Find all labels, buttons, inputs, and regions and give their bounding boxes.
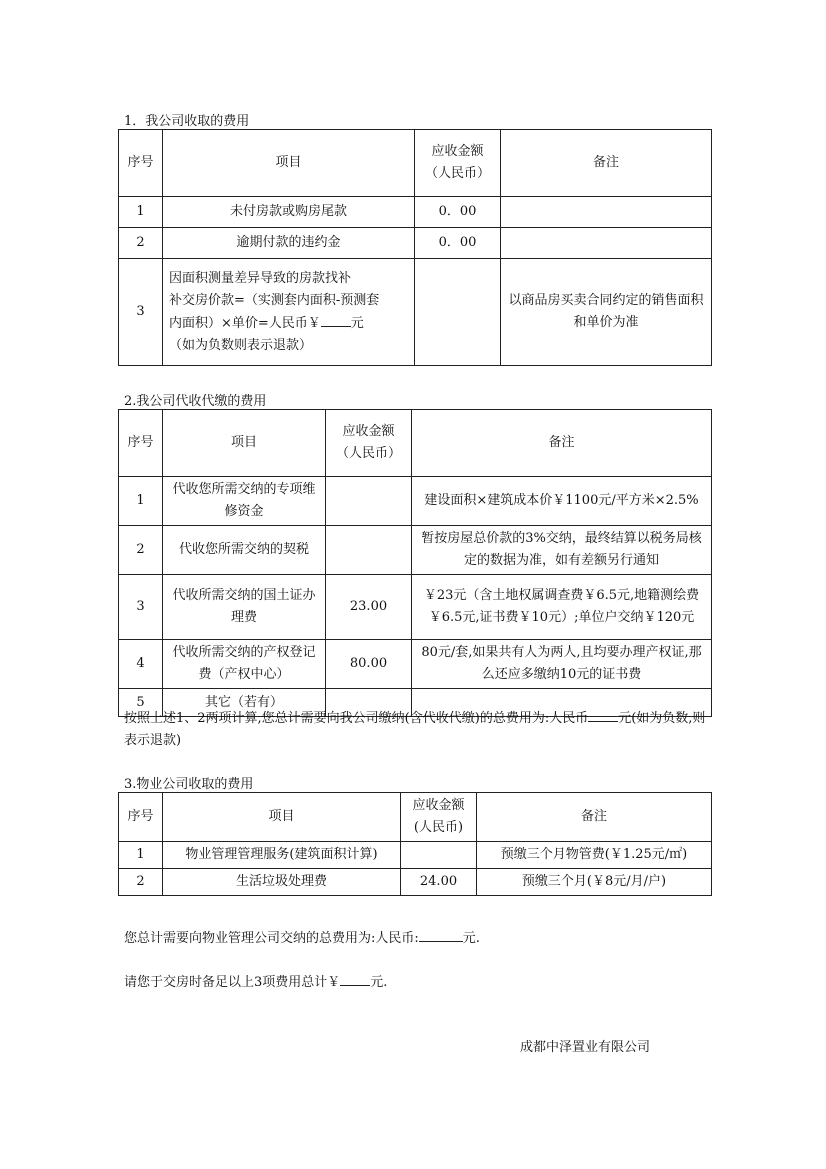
row-item — [163, 259, 415, 366]
header-amount: 应收金额（人民币） — [415, 130, 501, 197]
header-amount: 应收金额(人民币) — [401, 793, 477, 842]
company-name: 成都中泽置业有限公司 — [520, 1040, 651, 1055]
table-row — [119, 197, 712, 228]
row-amount: 24.00 — [401, 869, 477, 896]
row-note: ￥23元（含土地权属调查费￥6.5元,地籍测绘费￥6.5元,证书费￥10元）;单位户交纳￥120元 — [412, 575, 712, 640]
row-item: 生活垃圾处理费 — [163, 869, 401, 896]
row-no: 1 — [119, 842, 163, 869]
header-item: 项目 — [163, 410, 326, 477]
section2-summary: 按照上述1、2两项计算,您总计需要向我公司缴纳(含代收代缴)的总费用为:人民币 元(如为负数,则表示退款) — [124, 707, 714, 752]
row-item: 其它（若有） — [163, 689, 326, 717]
row-amount — [326, 526, 412, 575]
header-no: 序号 — [119, 793, 163, 842]
table-row — [119, 869, 712, 896]
row-note: 暂按房屋总价款的3%交纳，最终结算以税务局核定的数据为准，如有差额另行通知 — [412, 526, 712, 575]
row-note — [501, 228, 712, 259]
row-note: 80元/套,如果共有人为两人,且均要办理产权证,那么还应多缴纳10元的证书费 — [412, 640, 712, 689]
total-property-line: 您总计需要向物业管理公司交纳的总费用为:人民币: 元. — [124, 927, 480, 950]
header-item: 项目 — [163, 793, 401, 842]
section2-title: 2.我公司代收代缴的费用 — [124, 394, 267, 409]
table-row — [119, 575, 712, 640]
blank-line — [321, 312, 351, 327]
row-no: 4 — [119, 640, 163, 689]
row-no: 2 — [119, 228, 163, 259]
header-note: 备注 — [501, 130, 712, 197]
section1-title: 1．我公司收取的费用 — [124, 114, 250, 129]
table-row — [119, 526, 712, 575]
section3-table — [118, 792, 712, 896]
row-amount: 0．00 — [415, 228, 501, 259]
row-amount — [415, 259, 501, 366]
row-no: 2 — [119, 526, 163, 575]
header-no: 序号 — [119, 130, 163, 197]
row-item: 未付房款或购房尾款 — [163, 197, 415, 228]
row-no: 1 — [119, 197, 163, 228]
row-note: 建设面积×建筑成本价￥1100元/平方米×2.5% — [412, 477, 712, 526]
total-all-line: 请您于交房时备足以上3项费用总计￥ 元. — [124, 971, 387, 994]
row-note: 以商品房买卖合同约定的销售面积和单价为准 — [501, 259, 712, 366]
item-line: 内面积）×单价=人民币￥ 元 — [169, 312, 408, 335]
row-note: 预缴三个月(￥8元/月/户) — [477, 869, 712, 896]
row-no: 5 — [119, 689, 163, 717]
row-item: 物业管理管理服务(建筑面积计算) — [163, 842, 401, 869]
item-line: 补交房价款=（实测套内面积-预测套 — [169, 292, 380, 308]
row-amount — [401, 842, 477, 869]
row-note — [501, 197, 712, 228]
row-no: 3 — [119, 575, 163, 640]
table-row — [119, 640, 712, 689]
section3-title: 3.物业公司收取的费用 — [124, 777, 254, 792]
row-item: 代收您所需交纳的契税 — [163, 526, 326, 575]
item-line: （如为负数则表示退款） — [169, 337, 313, 353]
section2-table — [118, 409, 712, 717]
table-row — [119, 228, 712, 259]
row-no: 3 — [119, 259, 163, 366]
row-item: 代收所需交纳的国土证办理费 — [163, 575, 326, 640]
header-amount: 应收金额（人民币） — [326, 410, 412, 477]
row-no: 2 — [119, 869, 163, 896]
row-item: 代收所需交纳的产权登记费（产权中心） — [163, 640, 326, 689]
row-note: 预缴三个月物管费(￥1.25元/㎡) — [477, 842, 712, 869]
blank-line — [419, 927, 463, 942]
header-note: 备注 — [477, 793, 712, 842]
row-amount — [326, 477, 412, 526]
header-note: 备注 — [412, 410, 712, 477]
row-no: 1 — [119, 477, 163, 526]
row-amount: 23.00 — [326, 575, 412, 640]
row-item: 逾期付款的违约金 — [163, 228, 415, 259]
item-line: 因面积测量差异导致的房款找补 — [169, 270, 352, 286]
table-row — [119, 477, 712, 526]
section1-table — [118, 129, 712, 366]
table-row — [119, 842, 712, 869]
row-item: 代收您所需交纳的专项维修资金 — [163, 477, 326, 526]
row-amount: 0．00 — [415, 197, 501, 228]
header-item: 项目 — [163, 130, 415, 197]
blank-line — [340, 971, 370, 986]
header-no: 序号 — [119, 410, 163, 477]
row-amount: 80.00 — [326, 640, 412, 689]
blank-line — [588, 707, 618, 722]
table-row — [119, 259, 712, 366]
